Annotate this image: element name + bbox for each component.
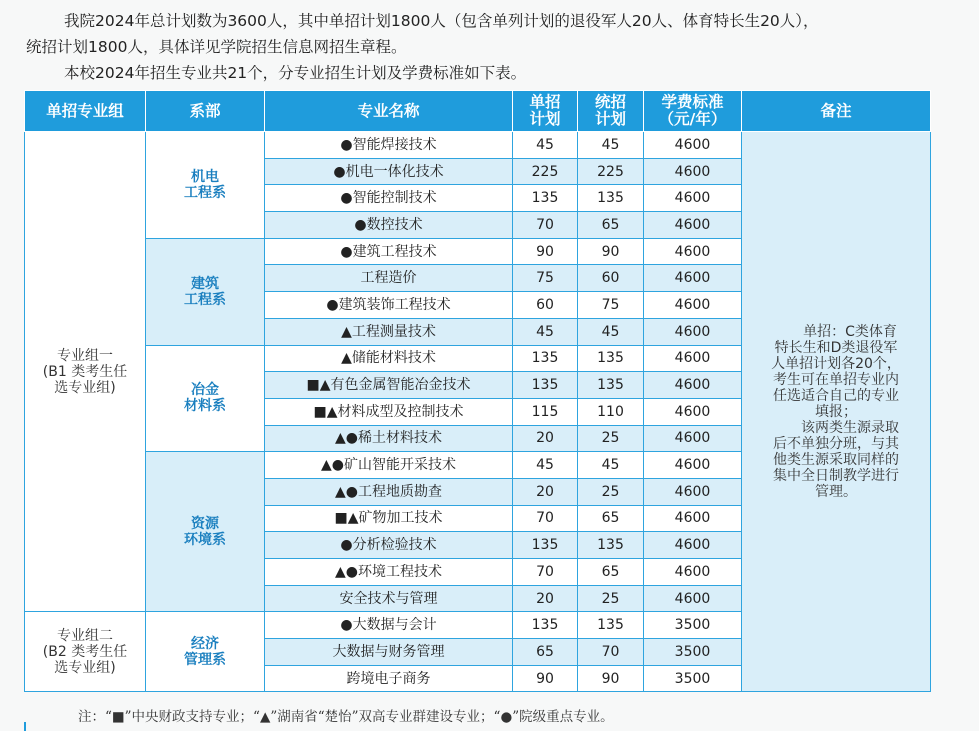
fee-cell: 4600 [644, 398, 742, 425]
single-plan-cell: 70 [513, 212, 578, 239]
fee-cell: 4600 [644, 372, 742, 399]
note-cell [742, 132, 931, 692]
major-cell: ●建筑装饰工程技术 [265, 292, 513, 319]
note-line: 特长生和D类退役军 [774, 339, 898, 356]
header-dept: 系部 [146, 91, 265, 132]
unified-plan-cell: 70 [578, 639, 644, 666]
single-plan-cell: 225 [513, 158, 578, 185]
note-line: 填报； [815, 403, 857, 420]
unified-plan-cell: 135 [578, 345, 644, 372]
major-cell: ●大数据与会计 [265, 612, 513, 639]
dept-cell-5 [146, 612, 265, 692]
note-line: 考生可在单招专业内 [773, 371, 899, 388]
single-plan-cell: 20 [513, 478, 578, 505]
major-cell: ●智能控制技术 [265, 185, 513, 212]
group-2-line-3: 选专业组) [54, 659, 116, 676]
unified-plan-cell: 45 [578, 452, 644, 479]
single-plan-cell: 65 [513, 639, 578, 666]
unified-plan-cell: 135 [578, 532, 644, 559]
group-2-line-1: 专业组二 [57, 627, 113, 644]
unified-plan-cell: 60 [578, 265, 644, 292]
table-header-row [25, 91, 931, 132]
dept-cell-3 [146, 345, 265, 452]
group-1-line-3: 选专业组) [54, 379, 116, 396]
unified-plan-cell: 75 [578, 292, 644, 319]
dept-3-line-1: 冶金 [191, 382, 219, 399]
single-plan-cell: 135 [513, 532, 578, 559]
dept-cell-1 [146, 132, 265, 239]
major-cell: ●数控技术 [265, 212, 513, 239]
single-plan-cell: 90 [513, 665, 578, 692]
fee-cell: 3500 [644, 639, 742, 666]
fee-cell: 4600 [644, 132, 742, 159]
single-plan-cell: 90 [513, 238, 578, 265]
table-row [25, 132, 931, 159]
fee-cell: 4600 [644, 532, 742, 559]
group-cell-1 [25, 132, 146, 612]
dept-cell-2 [146, 238, 265, 345]
major-cell: 跨境电子商务 [265, 665, 513, 692]
single-plan-cell: 135 [513, 345, 578, 372]
major-cell: ●建筑工程技术 [265, 238, 513, 265]
major-cell: 大数据与财务管理 [265, 639, 513, 666]
dept-2-line-2: 工程系 [184, 291, 226, 308]
single-plan-cell: 45 [513, 318, 578, 345]
fee-cell: 4600 [644, 505, 742, 532]
fee-cell: 4600 [644, 238, 742, 265]
fee-cell: 4600 [644, 585, 742, 612]
unified-plan-cell: 25 [578, 585, 644, 612]
major-cell: ▲工程测量技术 [265, 318, 513, 345]
header-major: 专业名称 [265, 91, 513, 132]
note-line: 后不单独分班，与其 [773, 435, 899, 452]
single-plan-cell: 135 [513, 185, 578, 212]
major-cell: ▲●稀土材料技术 [265, 425, 513, 452]
unified-plan-cell: 25 [578, 478, 644, 505]
dept-cell-4 [146, 452, 265, 612]
fee-cell: 4600 [644, 559, 742, 586]
header-single-a: 单招 [529, 93, 561, 111]
single-plan-cell: 115 [513, 398, 578, 425]
major-cell: ▲●矿山智能开采技术 [265, 452, 513, 479]
single-plan-cell: 45 [513, 132, 578, 159]
single-plan-cell: 20 [513, 425, 578, 452]
group-1-line-1: 专业组一 [57, 347, 113, 364]
header-single-plan [513, 91, 578, 132]
unified-plan-cell: 110 [578, 398, 644, 425]
major-cell: ●分析检验技术 [265, 532, 513, 559]
dept-4-line-2: 环境系 [184, 531, 226, 548]
dept-4-line-1: 资源 [191, 515, 219, 532]
unified-plan-cell: 135 [578, 372, 644, 399]
major-cell: 安全技术与管理 [265, 585, 513, 612]
unified-plan-cell: 65 [578, 212, 644, 239]
fee-cell: 4600 [644, 212, 742, 239]
header-unified-a: 统招 [594, 93, 626, 111]
single-plan-cell: 135 [513, 372, 578, 399]
single-plan-cell: 20 [513, 585, 578, 612]
single-plan-cell: 135 [513, 612, 578, 639]
note-line: 任选适合自己的专业 [773, 387, 899, 404]
note-line: 集中全日制教学进行 [773, 467, 899, 484]
major-cell: ▲●工程地质勘查 [265, 478, 513, 505]
unified-plan-cell: 90 [578, 665, 644, 692]
header-group: 单招专业组 [25, 91, 146, 132]
single-plan-cell: 70 [513, 505, 578, 532]
fee-cell: 4600 [644, 292, 742, 319]
fee-cell: 3500 [644, 665, 742, 692]
unified-plan-cell: 65 [578, 559, 644, 586]
unified-plan-cell: 90 [578, 238, 644, 265]
header-unified-plan [578, 91, 644, 132]
header-fee-a: 学费标准 [661, 93, 724, 111]
major-cell: ▲●环境工程技术 [265, 559, 513, 586]
intro-line-1: 我院2024年总计划数为3600人，其中单招计划1800人（包含单列计划的退役军人20人、体育特长生20人）， [64, 12, 819, 30]
legend-footnote: 注：“■”中央财政支持专业；“▲”湖南省“楚怡”双高专业群建设专业；“●”院级重点专业。 [78, 709, 614, 725]
fee-cell: 4600 [644, 318, 742, 345]
unified-plan-cell: 45 [578, 318, 644, 345]
major-cell: ■▲有色金属智能冶金技术 [265, 372, 513, 399]
major-cell: ●智能焊接技术 [265, 132, 513, 159]
enrollment-plan-table [24, 90, 931, 692]
major-cell: ■▲材料成型及控制技术 [265, 398, 513, 425]
header-fee [644, 91, 742, 132]
fee-cell: 4600 [644, 425, 742, 452]
note-line: 他类生源采取同样的 [773, 451, 899, 468]
note-line: 单招：C类体育 [803, 323, 897, 340]
group-cell-2 [25, 612, 146, 692]
fee-cell: 4600 [644, 478, 742, 505]
single-plan-cell: 60 [513, 292, 578, 319]
fee-cell: 4600 [644, 158, 742, 185]
unified-plan-cell: 65 [578, 505, 644, 532]
dept-2-line-1: 建筑 [191, 275, 219, 292]
group-2-line-2: (B2 类考生任 [42, 643, 128, 660]
header-fee-b: （元/年） [658, 110, 727, 128]
fee-cell: 4600 [644, 265, 742, 292]
single-plan-cell: 45 [513, 452, 578, 479]
major-cell: ●机电一体化技术 [265, 158, 513, 185]
major-cell: ■▲矿物加工技术 [265, 505, 513, 532]
note-line: 管理。 [815, 483, 857, 500]
decorative-corner-mark [24, 722, 26, 731]
single-plan-cell: 75 [513, 265, 578, 292]
intro-line-3: 本校2024年招生专业共21个，分专业招生计划及学费标准如下表。 [64, 64, 527, 82]
dept-1-line-2: 工程系 [184, 184, 226, 201]
unified-plan-cell: 225 [578, 158, 644, 185]
fee-cell: 4600 [644, 452, 742, 479]
header-single-b: 计划 [529, 110, 561, 128]
unified-plan-cell: 25 [578, 425, 644, 452]
major-cell: ▲储能材料技术 [265, 345, 513, 372]
group-1-line-2: (B1 类考生任 [42, 363, 128, 380]
note-line: 该两类生源录取 [801, 419, 899, 436]
major-cell: 工程造价 [265, 265, 513, 292]
header-unified-b: 计划 [594, 110, 626, 128]
single-plan-cell: 70 [513, 559, 578, 586]
dept-5-line-1: 经济 [191, 635, 219, 652]
header-note: 备注 [742, 91, 931, 132]
unified-plan-cell: 135 [578, 612, 644, 639]
dept-5-line-2: 管理系 [184, 651, 226, 668]
dept-3-line-2: 材料系 [184, 398, 226, 415]
dept-1-line-1: 机电 [191, 168, 219, 185]
unified-plan-cell: 45 [578, 132, 644, 159]
note-line: 人单招计划各20个， [771, 355, 901, 372]
fee-cell: 3500 [644, 612, 742, 639]
intro-line-2: 统招计划1800人，具体详见学院招生信息网招生章程。 [26, 38, 407, 56]
fee-cell: 4600 [644, 185, 742, 212]
unified-plan-cell: 135 [578, 185, 644, 212]
fee-cell: 4600 [644, 345, 742, 372]
